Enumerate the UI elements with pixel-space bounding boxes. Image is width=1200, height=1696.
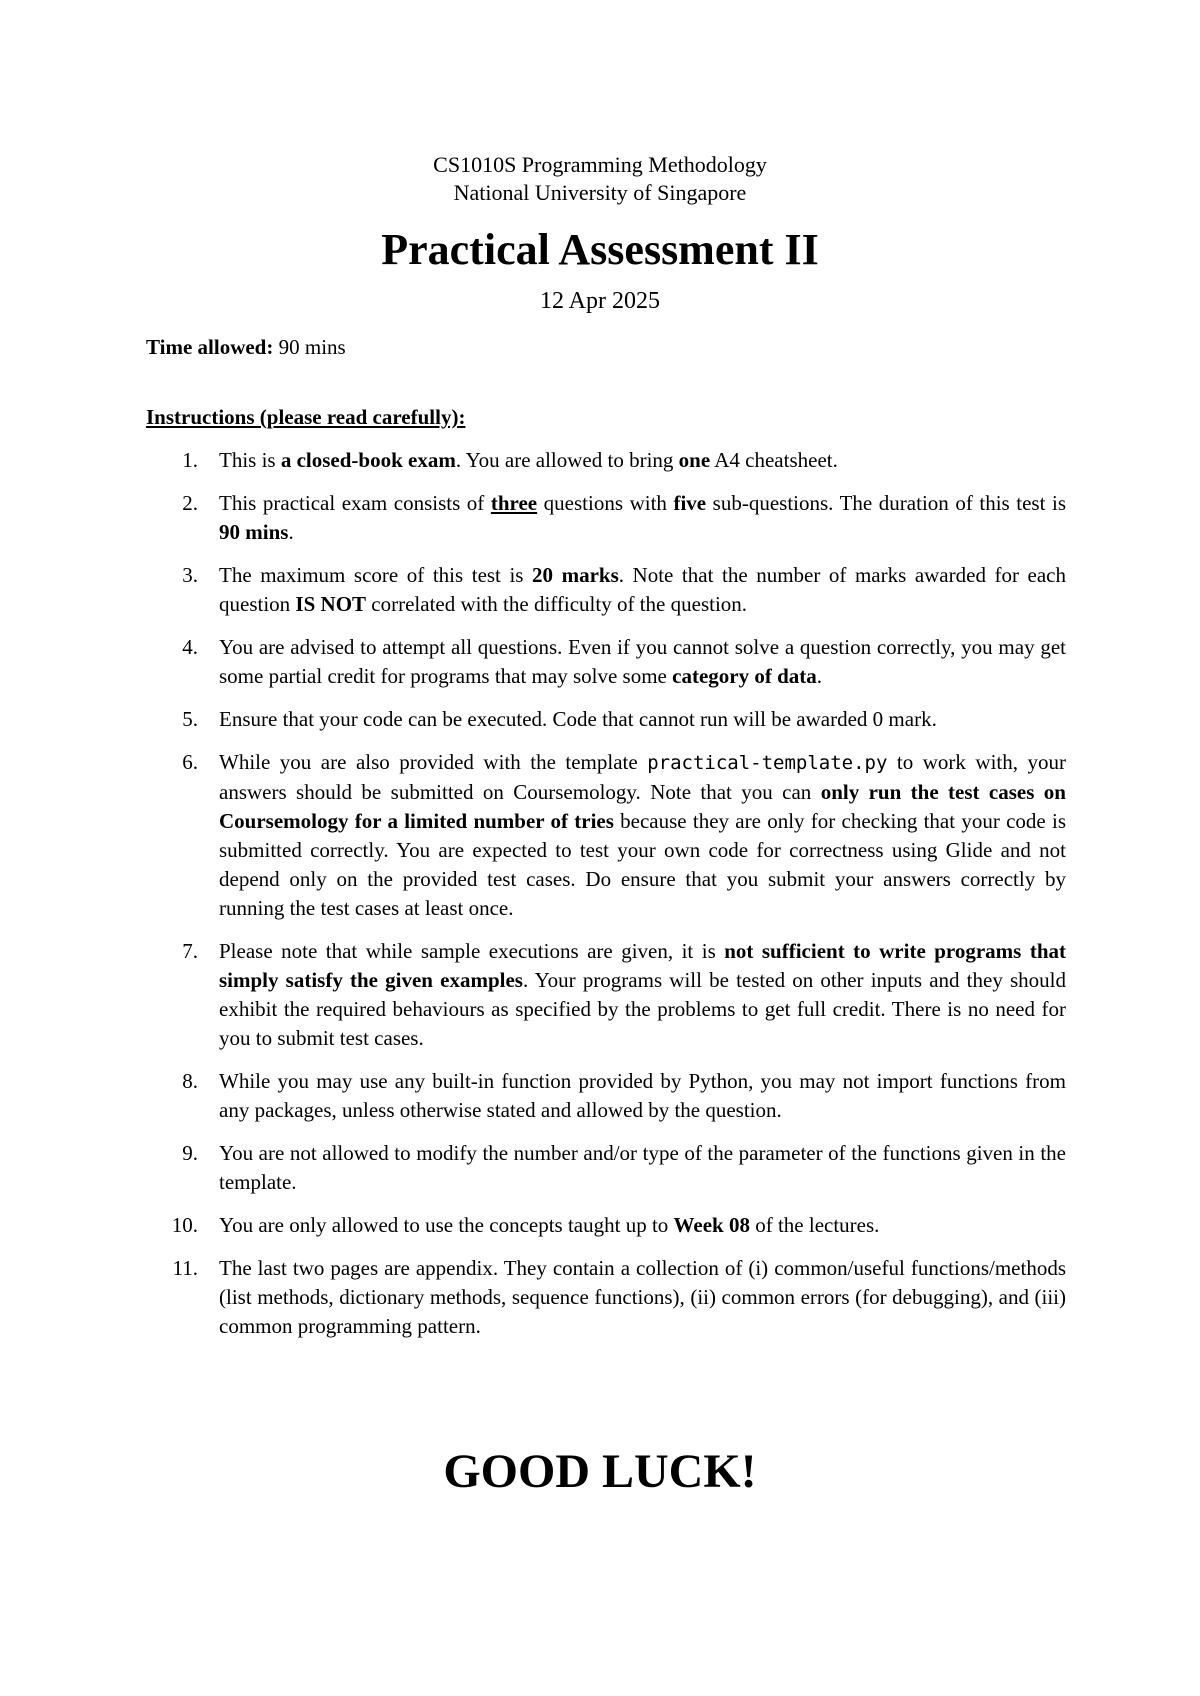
instruction-number: 1. <box>182 448 198 472</box>
instruction-text <box>219 1069 1066 1122</box>
instruction-number: 5. <box>182 707 198 731</box>
course-name: CS1010S Programming Methodology <box>433 152 767 177</box>
time-allowed <box>146 334 346 360</box>
instruction-segment: correlated with the difficulty of the question. <box>366 592 748 616</box>
instruction-segment: You are not allowed to modify the number and/or type of the parameter of the functions given in the template. <box>219 1141 1066 1194</box>
time-allowed-value: 90 mins <box>278 335 346 359</box>
instruction-number: 4. <box>182 635 198 659</box>
instruction-segment: The last two pages are appendix. They contain a collection of (i) common/useful functions/methods (list methods, dictionary methods, sequence functions), (ii) common errors (for debugging), and (iii) common programming pattern. <box>219 1256 1066 1338</box>
instruction-segment: While you are also provided with the template <box>219 750 648 774</box>
instruction-text <box>219 491 1066 544</box>
instruction-item <box>146 705 1066 734</box>
instruction-emphasis: only run the test cases on Coursemology for a limited number of tries <box>219 780 1066 833</box>
instruction-segment: This is <box>219 448 281 472</box>
instruction-text <box>219 1141 1066 1194</box>
instruction-emphasis: a closed-book exam <box>280 448 456 472</box>
instruction-number: 2. <box>182 491 198 515</box>
instruction-number: 3. <box>182 563 198 587</box>
instruction-emphasis: category of data <box>672 664 817 688</box>
instruction-emphasis <box>491 491 537 515</box>
instructions-list <box>146 446 1066 1355</box>
instruction-number: 9. <box>182 1141 198 1165</box>
instruction-item <box>146 1139 1066 1197</box>
instruction-segment: The maximum score of this test is <box>219 563 533 587</box>
exam-date: 12 Apr 2025 <box>540 288 660 314</box>
instruction-emphasis: five <box>673 491 707 515</box>
instruction-segment: While you may use any built-in function provided by Python, you may not import functions from any packages, unless otherwise stated and allowed by the question. <box>219 1069 1066 1122</box>
instruction-emphasis: IS NOT <box>295 592 367 616</box>
instruction-text <box>219 1256 1066 1338</box>
instruction-segment: Please note that while sample executions are given, it is <box>219 939 725 963</box>
instruction-emphasis: not sufficient to write programs that simply satisfy the given examples <box>219 939 1066 992</box>
instruction-segment: . Your programs will be tested on other inputs and they should exhibit the required behaviours as specified by the problems to get full credit. There is no need for you to submit test cases. <box>219 968 1066 1050</box>
instruction-text <box>219 1213 879 1237</box>
instruction-item <box>146 561 1066 619</box>
instruction-segment: A4 cheatsheet. <box>710 448 838 472</box>
instruction-emphasis: 90 mins <box>219 520 289 544</box>
instruction-item <box>146 1211 1066 1240</box>
instruction-segment: sub-questions. The duration of this test is <box>706 491 1067 515</box>
instruction-item <box>146 446 1066 475</box>
instruction-segment: . <box>288 520 294 544</box>
time-allowed-label: Time allowed: <box>146 335 274 359</box>
instruction-segment: Ensure that your code can be executed. Code that cannot run will be awarded 0 mark. <box>219 707 937 731</box>
instruction-segment: . You are allowed to bring <box>455 448 679 472</box>
instruction-emphasis: Week 08 <box>673 1213 750 1237</box>
instruction-segment: You are advised to attempt all questions. Even if you cannot solve a question correctly, you may get some partial credit for programs that may solve some <box>219 635 1066 688</box>
instruction-emphasis: one <box>678 448 711 472</box>
instruction-item <box>146 1067 1066 1125</box>
instruction-number: 11. <box>172 1256 198 1280</box>
instruction-segment: You are only allowed to use the concepts taught up to <box>219 1213 674 1237</box>
instruction-item <box>146 633 1066 691</box>
instruction-text <box>219 707 937 731</box>
instruction-segment: of the lectures. <box>749 1213 880 1237</box>
instruction-number: 7. <box>182 939 198 963</box>
instruction-text <box>219 563 1066 616</box>
instruction-number: 8. <box>182 1069 198 1093</box>
instruction-segment: . Note that the number of marks awarded for each question <box>219 563 1067 616</box>
instruction-number: 6. <box>182 750 198 774</box>
instruction-text <box>219 750 1066 920</box>
instruction-item <box>146 1254 1066 1341</box>
instructions-heading: Instructions (please read carefully): <box>146 405 466 429</box>
instruction-segment: questions with <box>537 491 674 515</box>
instruction-item <box>146 748 1066 923</box>
instruction-item <box>146 489 1066 547</box>
university-name: National University of Singapore <box>453 180 747 205</box>
instruction-text <box>219 635 1066 688</box>
instruction-segment: because they are only for checking that your code is submitted correctly. You are expected to test your own code for correctness using Glide and not depend only on the provided test cases. Do ensure that you submit your answers correctly by running the test cases at least once. <box>219 809 1066 920</box>
instruction-emphasis: 20 marks <box>532 563 619 587</box>
instruction-number: 10. <box>171 1213 198 1237</box>
instruction-underlined: three <box>490 491 538 515</box>
closing-message: GOOD LUCK! <box>443 1445 757 1498</box>
instruction-text <box>219 448 838 472</box>
instruction-item <box>146 937 1066 1053</box>
page-title: Practical Assessment II <box>381 225 819 274</box>
instruction-segment: to work with, your answers should be submitted on Coursemology. Note that you can <box>219 750 1066 804</box>
instruction-segment: This practical exam consists of <box>219 491 491 515</box>
instruction-text <box>219 939 1066 1050</box>
instruction-segment: . <box>816 664 822 688</box>
instruction-code: practical-template.py <box>647 752 888 774</box>
